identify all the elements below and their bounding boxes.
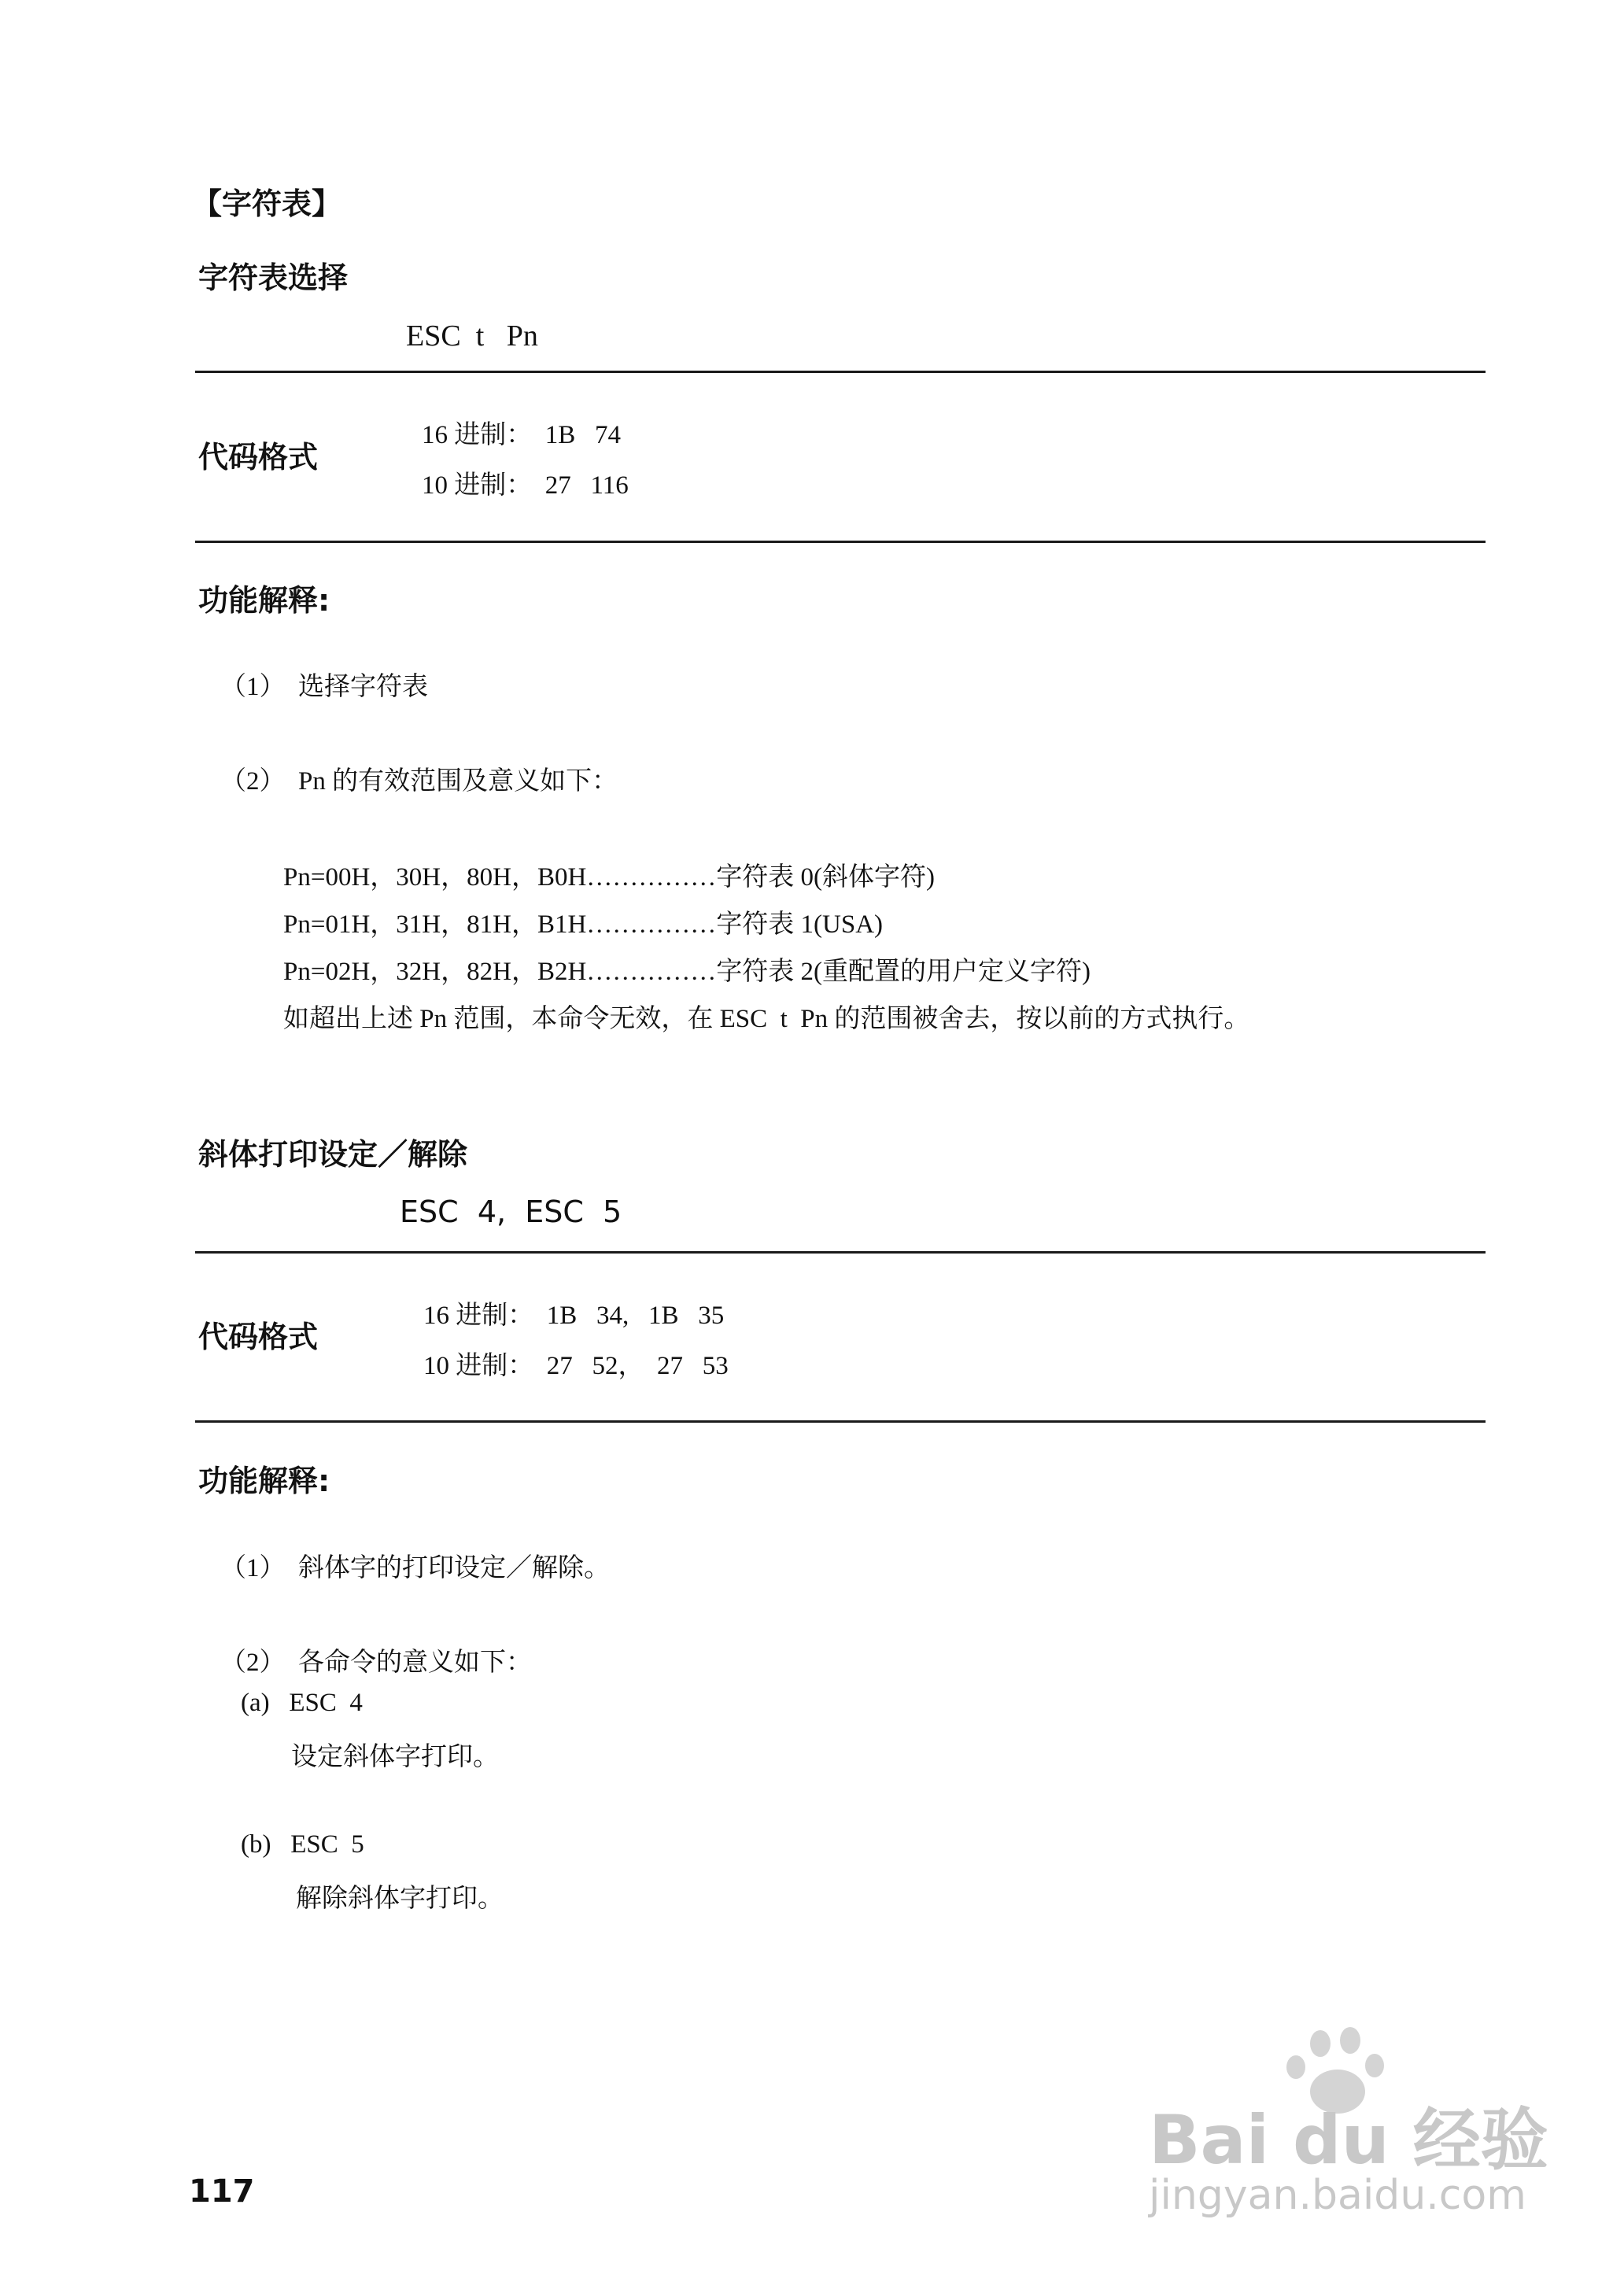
pn-line-1: Pn=01H，31H，81H，B1H……………字符表 1(USA) [283,910,884,939]
cmd1-title: 字符表选择 [198,260,349,295]
cmd2-code-label: 代码格式 [198,1320,319,1354]
cmd2-b-desc: 解除斜体字打印。 [296,1885,504,1913]
watermark-url: jingyan.baidu.com [1149,2172,1526,2219]
cmd1-top-rule [195,371,1486,373]
cmd2-func-label: 功能解释: [198,1464,330,1498]
pn-line-3: 如超出上述 Pn 范围，本命令无效，在 ESC t Pn 的范围被舍去，按以前的方式执行。 [283,1005,1250,1033]
cmd2-a-desc: 设定斜体字打印。 [291,1743,499,1771]
cmd1-dec-line: 10 进制： 27 116 [422,471,629,500]
cmd1-code-label: 代码格式 [198,440,319,474]
cmd2-top-rule [195,1251,1486,1254]
watermark-logo: Bai du 经验 [1149,2101,1548,2180]
cmd2-dec-line: 10 进制： 27 52， 27 53 [423,1352,729,1380]
page-number: 117 [189,2173,255,2210]
cmd2-a-label: (a) ESC 4 [241,1689,363,1717]
cmd2-command: ESC 4, ESC 5 [400,1195,622,1229]
pn-line-0: Pn=00H，30H，80H，B0H……………字符表 0(斜体字符) [283,863,936,892]
cmd2-title: 斜体打印设定／解除 [198,1137,468,1172]
cmd1-func-label: 功能解释: [198,583,330,618]
cmd2-bottom-rule [195,1420,1486,1423]
cmd2-b-label: (b) ESC 5 [241,1830,364,1859]
cmd1-command: ESC t Pn [406,319,538,353]
cmd2-item1: （1） 斜体字的打印设定／解除。 [220,1554,610,1582]
cmd1-bottom-rule [195,541,1486,543]
cmd1-item2: （2） Pn 的有效范围及意义如下： [220,767,618,796]
cmd2-hex-line: 16 进制： 1B 34, 1B 35 [423,1302,725,1330]
pn-line-2: Pn=02H，32H，82H，B2H……………字符表 2(重配置的用户定义字符) [283,958,1091,986]
cmd1-item1: （1） 选择字符表 [220,673,428,701]
cmd2-item2: （2） 各命令的意义如下： [220,1649,532,1677]
section-title: 【字符表】 [192,186,342,221]
cmd1-hex-line: 16 进制： 1B 74 [422,421,622,449]
